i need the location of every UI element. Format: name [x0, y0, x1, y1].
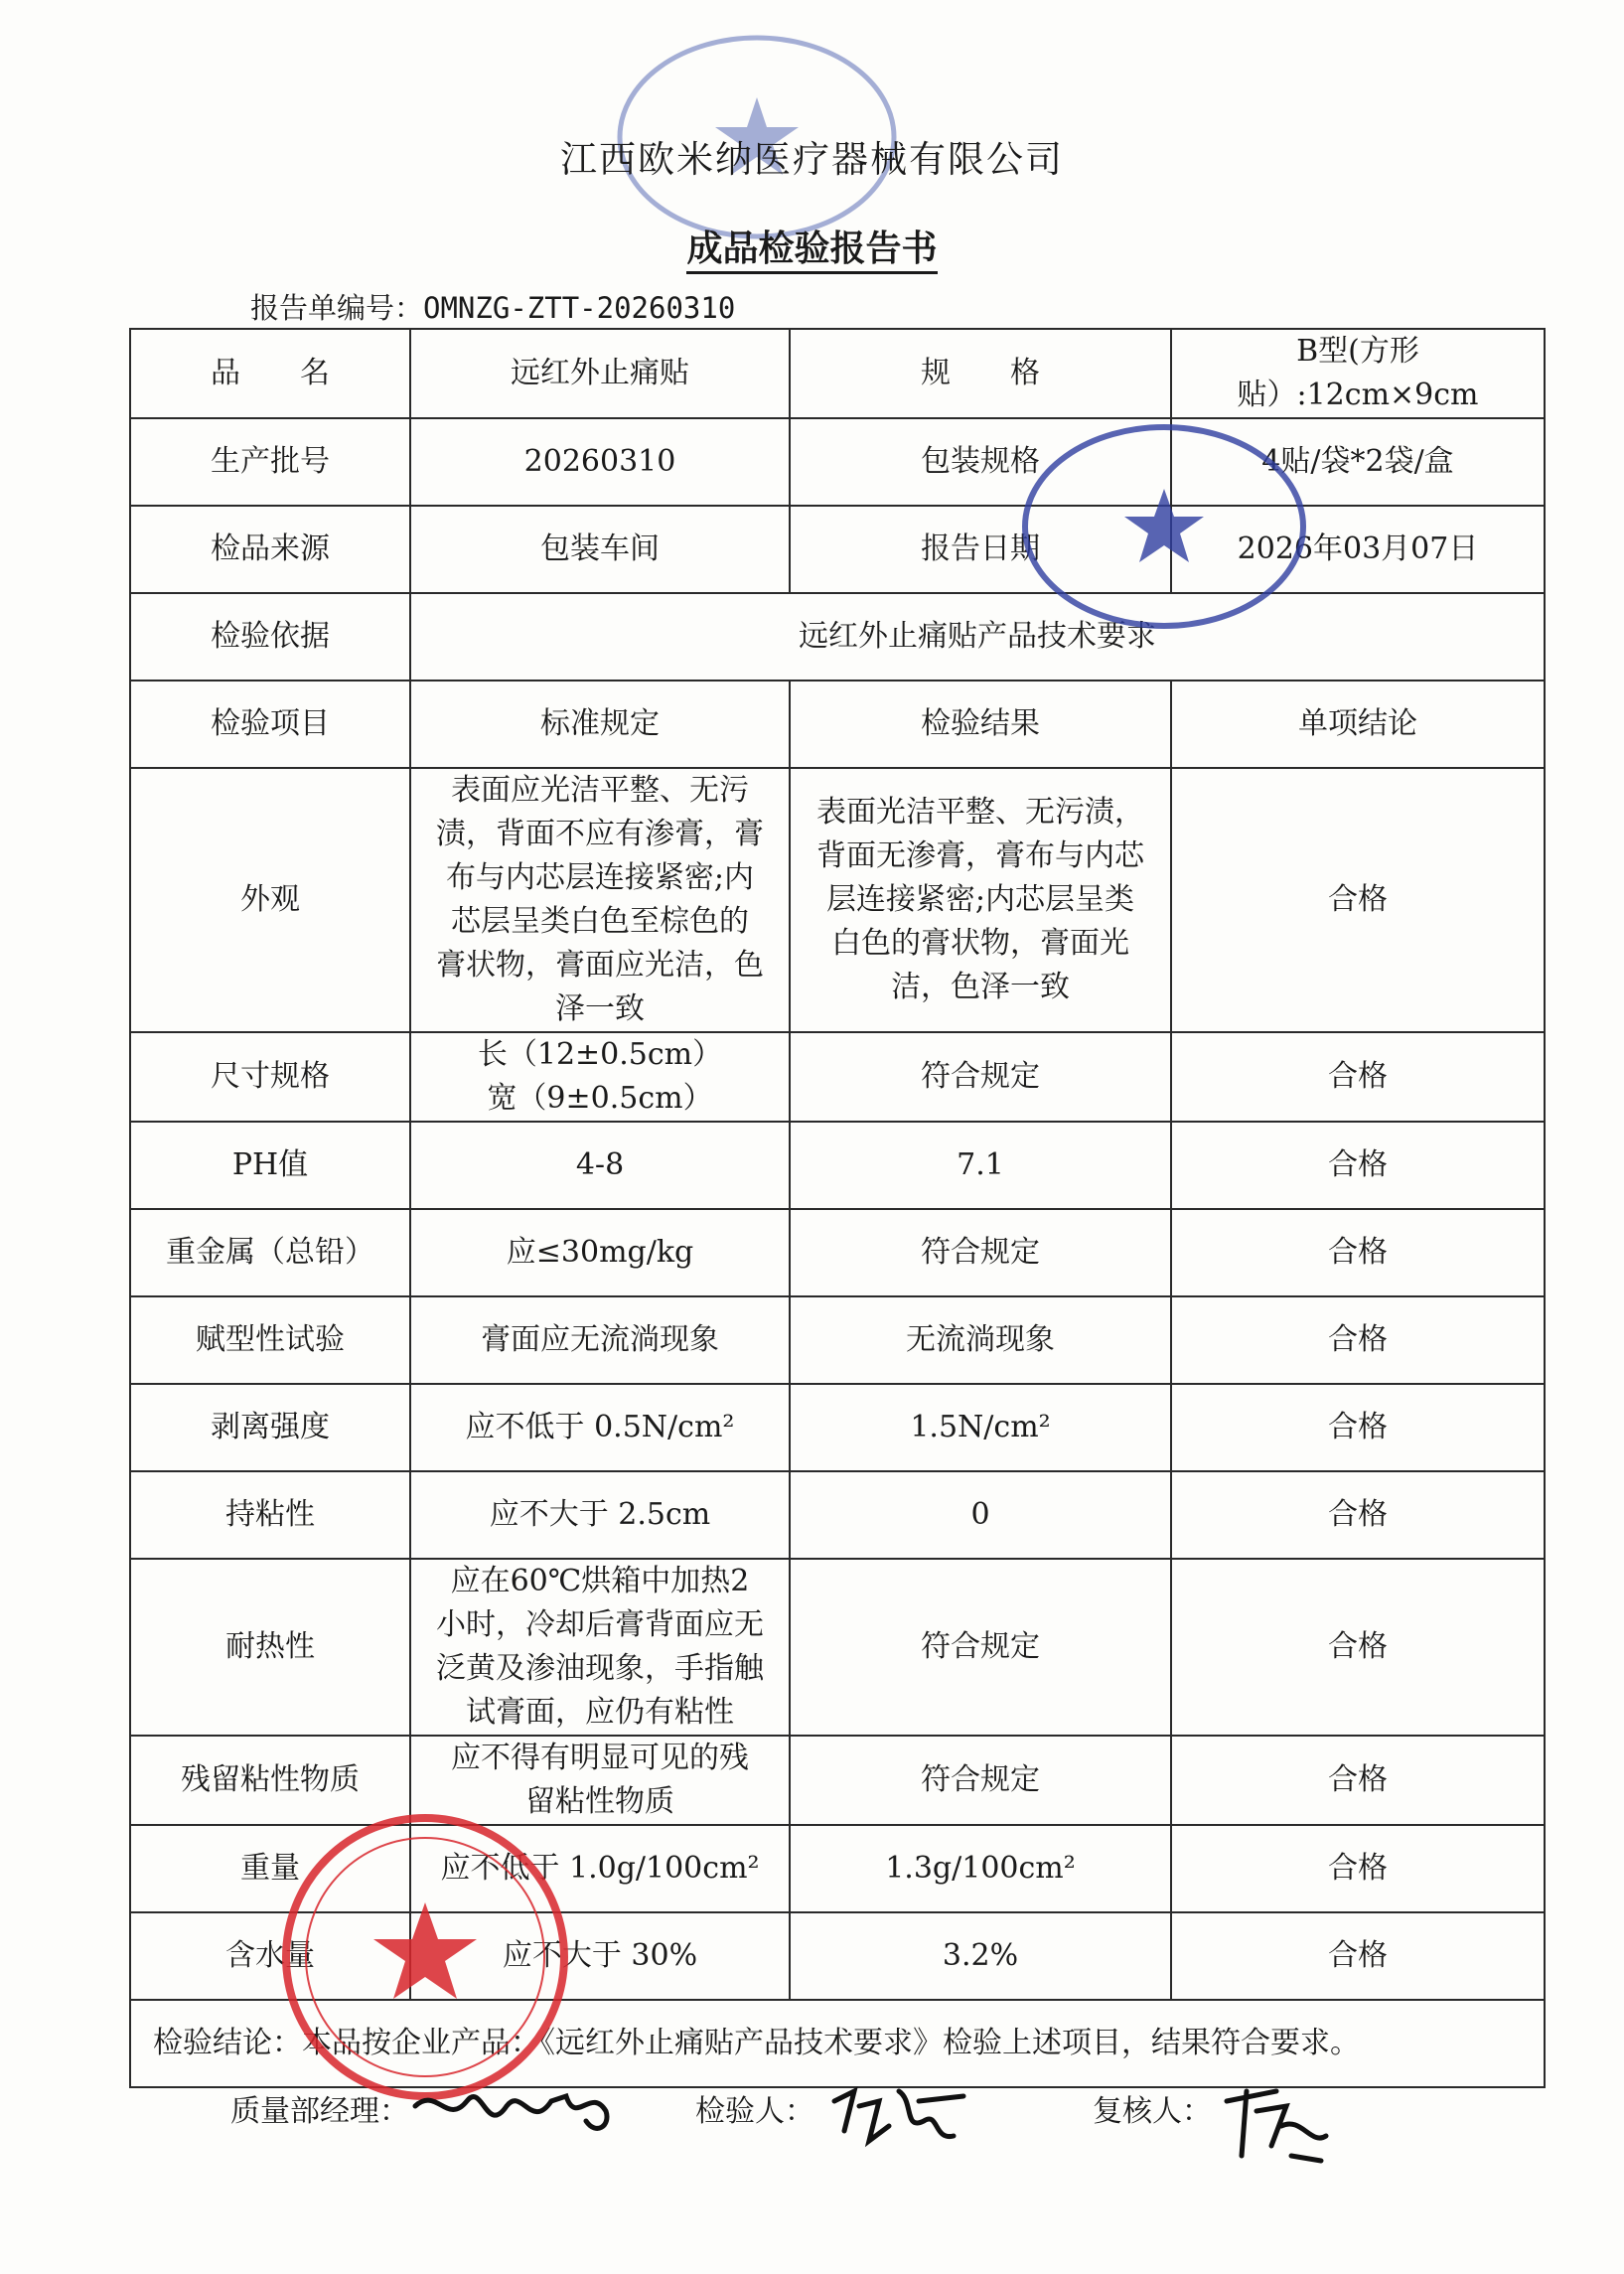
row-conclusion: 合格 [1171, 1825, 1545, 1912]
row-item: 耐热性 [130, 1559, 410, 1736]
date-label: 报告日期 [790, 506, 1171, 593]
source-label: 检品来源 [130, 506, 410, 593]
table-row [130, 768, 1545, 1032]
row-item: 持粘性 [130, 1471, 410, 1559]
header-result: 检验结果 [790, 681, 1171, 768]
row-result: 0 [790, 1471, 1171, 1559]
row-standard: 应不低于 0.5N/cm² [410, 1384, 790, 1471]
bottom-red-stamp [276, 1808, 574, 2106]
table-row [130, 1296, 1545, 1384]
row-result: 无流淌现象 [790, 1296, 1171, 1384]
row-conclusion: 合格 [1171, 1559, 1545, 1736]
inspection-basis: 远红外止痛贴产品技术要求 [410, 593, 1545, 681]
row-result: 1.5N/cm² [790, 1384, 1171, 1471]
company-name: 江西欧米纳医疗器械有限公司 [560, 138, 1064, 181]
row-standard: 应不得有明显可见的残 留粘性物质 [410, 1736, 790, 1825]
table-row [130, 1122, 1545, 1209]
row-standard: 应不大于 30% [410, 1912, 790, 2000]
row-item: 尺寸规格 [130, 1032, 410, 1122]
product-name: 远红外止痛贴 [410, 329, 790, 418]
table-row [130, 1384, 1545, 1471]
middle-quality-stamp [1015, 417, 1313, 636]
header-item: 检验项目 [130, 681, 410, 768]
row-conclusion: 合格 [1171, 1032, 1545, 1122]
inspection-table [129, 328, 1546, 2088]
spec-label: 规 格 [790, 329, 1171, 418]
row-item: 重金属（总铅） [130, 1209, 410, 1296]
row-item: 残留粘性物质 [130, 1736, 410, 1825]
row-result: 符合规定 [790, 1209, 1171, 1296]
report-date: 2026年03月07日 [1171, 506, 1545, 593]
reviewer-signature [1217, 2076, 1336, 2176]
header-conclusion: 单项结论 [1171, 681, 1545, 768]
row-conclusion: 合格 [1171, 1912, 1545, 2000]
table-row [130, 1559, 1545, 1736]
manager-label: 质量部经理： [230, 2094, 409, 2129]
table-row [130, 1471, 1545, 1559]
row-standard: 4-8 [410, 1122, 790, 1209]
row-item: 含水量 [130, 1912, 410, 2000]
reviewer-label: 复核人： [1093, 2094, 1212, 2129]
table-row [130, 1209, 1545, 1296]
row-result: 3.2% [790, 1912, 1171, 2000]
row-item: 赋型性试验 [130, 1296, 410, 1384]
row-standard: 膏面应无流淌现象 [410, 1296, 790, 1384]
batch-number: 20260310 [410, 418, 790, 506]
row-conclusion: 合格 [1171, 1471, 1545, 1559]
row-standard: 应不低于 1.0g/100cm² [410, 1825, 790, 1912]
name-label: 品 名 [130, 329, 410, 418]
row-item: 剥离强度 [130, 1384, 410, 1471]
row-conclusion: 合格 [1171, 1736, 1545, 1825]
pack-spec: 4贴/袋*2袋/盒 [1171, 418, 1545, 506]
row-result: 1.3g/100cm² [790, 1825, 1171, 1912]
row-item: PH值 [130, 1122, 410, 1209]
row-conclusion: 合格 [1171, 1296, 1545, 1384]
row-conclusion: 合格 [1171, 768, 1545, 1032]
row-result: 符合规定 [790, 1032, 1171, 1122]
row-result: 符合规定 [790, 1736, 1171, 1825]
table-row [130, 1032, 1545, 1122]
table-row [130, 1736, 1545, 1825]
basis-label: 检验依据 [130, 593, 410, 681]
row-result: 7.1 [790, 1122, 1171, 1209]
row-result: 表面光洁平整、无污渍， 背面无渗膏，膏布与内芯 层连接紧密;内芯层呈类 白色的膏状物，膏面光 洁，色泽一致 [790, 768, 1171, 1032]
row-item: 外观 [130, 768, 410, 1032]
manager-signature [407, 2066, 626, 2156]
row-standard: 应≤30mg/kg [410, 1209, 790, 1296]
product-spec: B型(方形贴）:12cm×9cm [1171, 329, 1545, 418]
row-item: 重量 [130, 1825, 410, 1912]
document-title: 成品检验报告书 [0, 221, 1624, 271]
pack-label: 包装规格 [790, 418, 1171, 506]
row-standard: 表面应光洁平整、无污 渍，背面不应有渗膏，膏 布与内芯层连接紧密;内 芯层呈类白色至棕色的 膏状物，膏面应光洁，色 泽一致 [410, 768, 790, 1032]
report-number-label: 报告单编号： [250, 291, 424, 325]
report-number [250, 286, 735, 327]
row-standard: 长（12±0.5cm） 宽（9±0.5cm） [410, 1032, 790, 1122]
row-result: 符合规定 [790, 1559, 1171, 1736]
sample-source: 包装车间 [410, 506, 790, 593]
inspector-signature [824, 2071, 973, 2161]
inspection-conclusion: 检验结论：本品按企业产品：《远红外止痛贴产品技术要求》检验上述项目，结果符合要求。 [130, 2000, 1545, 2087]
row-conclusion: 合格 [1171, 1209, 1545, 1296]
inspector-label: 检验人： [695, 2094, 814, 2129]
row-conclusion: 合格 [1171, 1122, 1545, 1209]
report-number-value: OMNZG-ZTT-20260310 [423, 291, 736, 325]
batch-label: 生产批号 [130, 418, 410, 506]
row-standard: 应在60℃烘箱中加热2 小时，冷却后膏背面应无 泛黄及渗油现象，手指触 试膏面，应仍有粘性 [410, 1559, 790, 1736]
header-standard: 标准规定 [410, 681, 790, 768]
row-conclusion: 合格 [1171, 1384, 1545, 1471]
row-standard: 应不大于 2.5cm [410, 1471, 790, 1559]
